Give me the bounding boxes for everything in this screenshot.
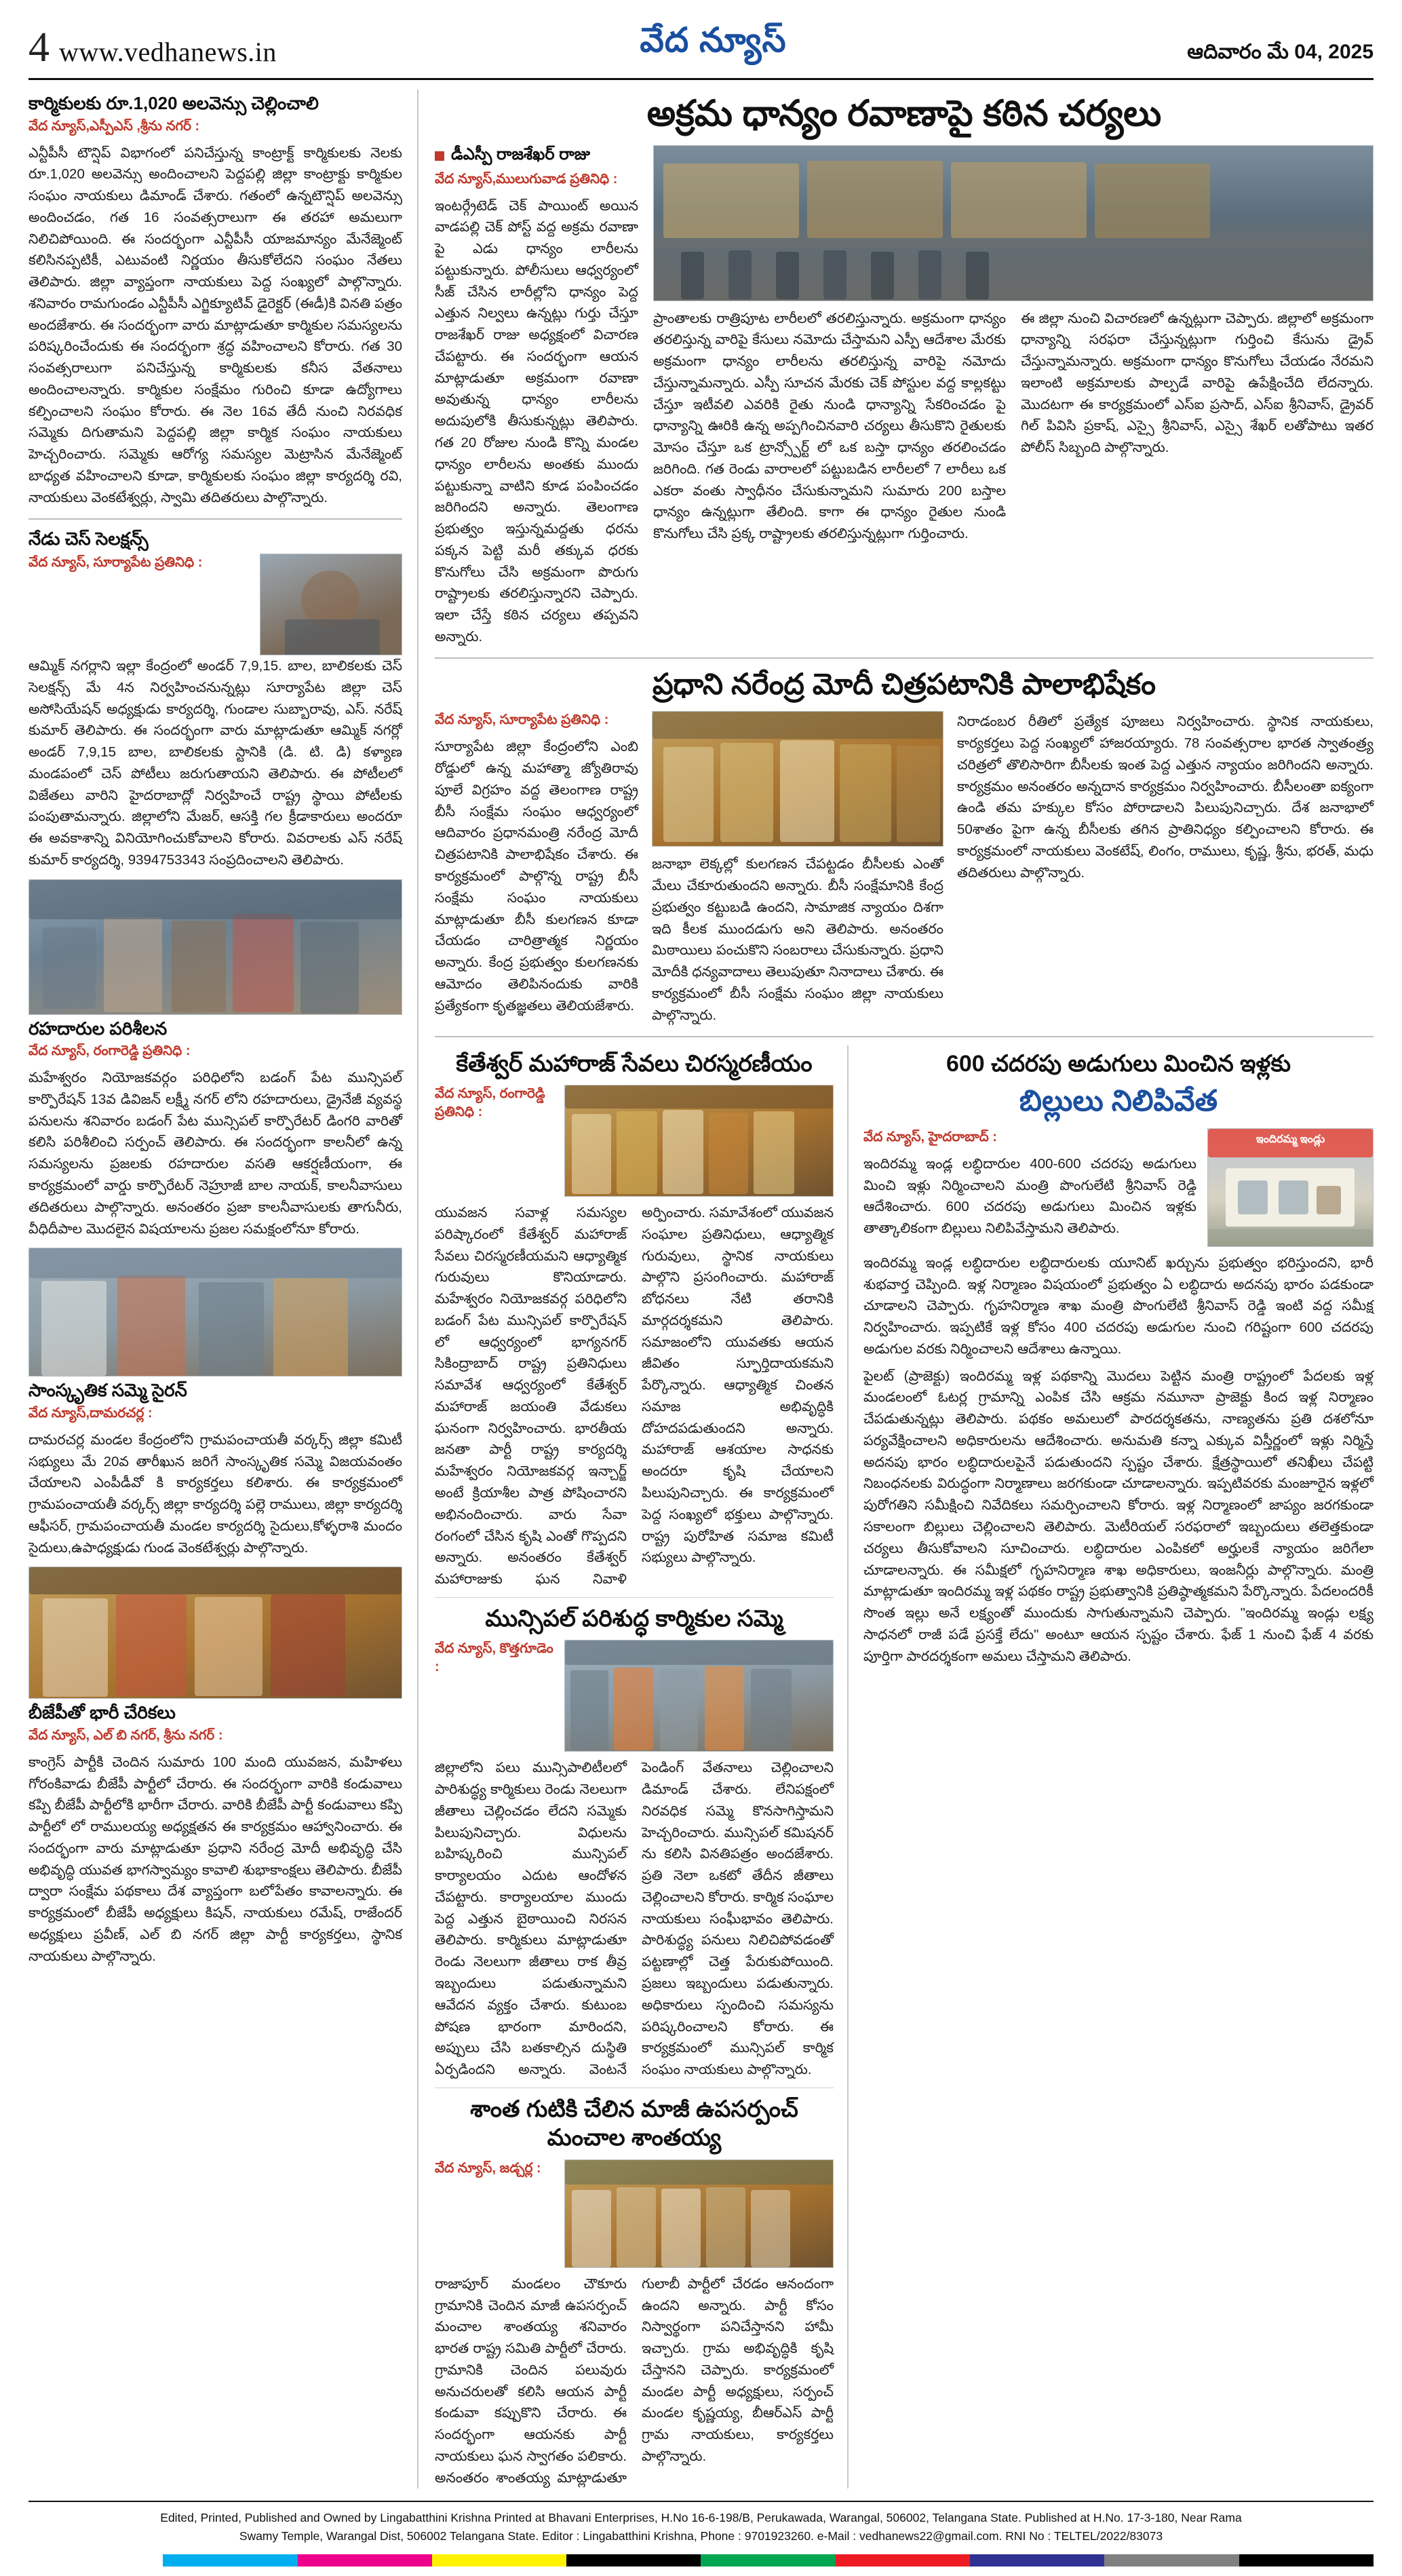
bottom-col-b bbox=[849, 1045, 1374, 2489]
color-swatch bbox=[432, 2554, 566, 2567]
color-swatch bbox=[1239, 2554, 1374, 2567]
chess-organizer-portrait bbox=[260, 554, 402, 655]
ketheshwar-headline: కేతేశ్వర్ మహారాజ్ సేవలు చిరస్మరణీయం bbox=[456, 1050, 813, 1077]
brs-leaders-group-photo bbox=[564, 2159, 834, 2268]
lead-officer-name: డీఎస్పీ రాజశేఖర్ రాజు bbox=[451, 145, 590, 164]
left-column bbox=[28, 90, 418, 2488]
masthead-center bbox=[277, 20, 1150, 69]
modi-col-1: సూర్యాపేట జిల్లా కేంద్రంలోని ఎంబి రోడ్డులో ఉన్న మహాత్మా జ్యోతిరావు పూలే విగ్రహం వద్ద తెలంగాణ రాష్ట్ర బీసీ సంక్షేమ సంఘం ఆధ్వర్యంలో ఆదివారం ప్రధానమంత్రి నరేంద్ర మోదీ చిత్రపటానికి పాలాభిషేకం చేశారు. ఈ కార్యక్రమంలో పాల్గొన్న రాష్ట్ర బీసీ సంక్షేమ సంఘం నాయకులు మాట్లాడుతూ బీసీ కులగణన కూడా చేయడం చారిత్రాత్మక నిర్ణయం అన్నారు. కేంద్ర ప్రభుత్వం కులగణనకు ఆమోదం తెలిపినందుకు వారికి ప్రత్యేకంగా కృతజ్ఞతలు తెలియజేశారు. bbox=[435, 739, 638, 1014]
house-photo-label: ఇందిరమ్మ ఇండ్లు bbox=[1255, 1133, 1325, 1145]
article-byline-allowance: వేద న్యూస్,ఎస్పీఎస్ ,శ్రీను నగర్ : bbox=[28, 118, 200, 134]
sarpanch-byline: వేద న్యూస్, జడ్చర్ల : bbox=[435, 2160, 541, 2176]
divider bbox=[435, 1597, 834, 1598]
strike-headline: మున్సిపల్ పరిశుద్ధ కార్మికుల సమ్మె bbox=[485, 1605, 783, 1632]
right-side bbox=[418, 90, 1374, 2488]
masthead-left bbox=[28, 26, 277, 69]
article-byline-chess: వేద న్యూస్, సూర్యాపేట ప్రతినిధి : bbox=[28, 555, 203, 571]
bills-body-p2: ఇందిరమ్మ ఇండ్ల లబ్ధిదారుల లబ్ధిదారులకు యూనిట్ ఖర్చును ప్రభుత్వం భరిస్తుందని, భారీ శుభవార్త చెప్పింది. ఇళ్ల నిర్మాణం విషయంలో ప్రభుత్వం ఏ లబ్ధిదారు అదనపు భారం పడకుండా చూడాలని చెప్పారు. గృహనిర్మాణ శాఖ మంత్రి పొంగులేటి శ్రీనివాస్ రెడ్డి ఇంటి వద్ద సమీక్ష నిర్వహించారు. ఇప్పటికే ఇళ్ల కోసం 400 చదరపు అడుగుల నుంచి గరిష్టంగా 600 చదరపు అడుగుల వరకు నిర్మించాలని ఆదేశాలు ఉన్నాయి. bbox=[863, 1254, 1374, 1357]
bills-byline: వేద న్యూస్, హైదరాబాద్ : bbox=[863, 1129, 997, 1145]
seized-trucks-photo bbox=[653, 145, 1374, 301]
color-swatch bbox=[28, 2554, 163, 2567]
divider bbox=[435, 657, 1374, 659]
strike-body: జిల్లాలోని పలు మున్సిపాలిటీలలో పారిశుద్ధ్య కార్మికులు రెండు నెలలుగా జీతాలు చెల్లించడం లేదని సమ్మెకు పిలుపునిచ్చారు. విధులను బహిష్కరించి మున్సిపల్ కార్యాలయం ఎదుట ఆందోళన చేపట్టారు. కార్యాలయాల ముందు పెద్ద ఎత్తున బైఠాయించి నిరసన తెలిపారు. కార్మికులు మాట్లాడుతూ రెండు నెలలుగా జీతాలు రాక తీవ్ర ఇబ్బందులు పడుతున్నామని ఆవేదన వ్యక్తం చేశారు. కుటుంబ పోషణ భారంగా మారిందని, అప్పులు చేసి బతకాల్సిన దుస్థితి ఏర్పడిందని అన్నారు. వెంటనే పెండింగ్ వేతనాలు చెల్లించాలని డిమాండ్ చేశారు. లేనిపక్షంలో నిరవధిక సమ్మె కొనసాగిస్తామని హెచ్చరించారు. మున్సిపల్ కమిషనర్ ను కలిసి వినతిపత్రం అందజేశారు. ప్రతి నెలా ఒకటో తేదీన జీతాలు చెల్లించాలని కోరారు. కార్మిక సంఘాల నాయకులు సంఘీభావం తెలిపారు. పారిశుద్ధ్య పనులు నిలిచిపోవడంతో పట్టణాల్లో చెత్త పేరుకుపోయింది. ప్రజలు ఇబ్బందులు పడుతున్నారు. అధికారులు స్పందించి సమస్యను పరిష్కరించాలని కోరారు. ఈ కార్యక్రమంలో మున్సిపల్ కార్మిక సంఘం నాయకులు పాల్గొన్నారు. bbox=[435, 1760, 834, 2078]
lead-col-1: ఇంటర్గ్రేటెడ్ చెక్ పాయింట్ అయిన వాడపల్లి చెక్ పోస్ట్ వద్ద అక్రమ రవాణా పై ఎడు ధాన్యం లారీలను పట్టుకున్నారు. పోలీసులు ఆధ్వర్యంలో సీజ్ చేసిన లారీల్లోని ధాన్యం పెద్ద ఎత్తున నిల్వలు ఉన్నట్లు గుర్తు చేస్తూ రాజశేఖర్ రాజు అధ్యక్షంలో విచారణ చేపట్టారు. ఈ సందర్భంగా ఆయన మాట్లాడుతూ అక్రమంగా రవాణా అవుతున్న ధాన్యం లారీలను అదుపులోకి తీసుకున్నట్లు తెలిపారు. గత 20 రోజుల నుండి కొన్ని మండల ధాన్యం లారీలను అంతకు ముందు పట్టుకున్నా వాటిని కూడ పంపించడం జరిగిందని అన్నారు. తెలంగాణ ప్రభుత్వం ఇస్తున్నమద్దతు ధరను పక్కన పెట్టి మరీ తక్కువ ధరకు కొనుగోలు చేసి అక్రమంగా పొరుగు రాష్ట్రాలకు తరలిస్తున్నారని చెప్పారు. ఇలా చేస్తే కఠిన చర్యలు తప్పవని అన్నారు. bbox=[435, 197, 638, 645]
page-content bbox=[28, 80, 1374, 2488]
handover-ceremony-photo bbox=[28, 1248, 402, 1377]
lead-col-2: ప్రాంతాలకు రాత్రిపూట లారీలలో తరలిస్తున్నారు. అక్రమంగా ధాన్యం తరలిస్తున్న వారిపై కేసులు నమోదు చేస్తామని ఎస్పీ ఆదేశాల మేరకు అక్రమంగా ధాన్యం లారీలను తరలిస్తున్న వారిపై నమోదు చేస్తున్నామన్నారు. ఎస్పీ సూచన మేరకు చెక్ పోస్టుల వద్ద కాల్లకట్టు చేస్తూ ఇటీవలి ఎవరికి రైతు నుండి ధాన్యాన్ని సేకరించడం పై ధాన్యాన్ని ఊరికి ఉన్న అప్పగించినవారి చర్యలు తీసుకొని రైతులకు మోసం చేస్తూ ఒక ట్రాన్స్పోర్ట్ లో ఒక బస్తా ధాన్యం తరలించడం జరిగింది. గత రెండు వారాలలో పట్టుబడిన లారీలలో 7 లారీలు ఒక ఎకరా వంతు స్వాధీనం చేసుకున్నామని సుమారు 200 బస్తాల ధాన్యం ఉన్నట్లుగా తేలింది. కాగా ఈ ధాన్యం రైతుల నుండి కొనుగోలు చేసి ప్రక్క రాష్ట్రాలకు తరలిస్తున్నట్లుగా గుర్తించారు. bbox=[653, 310, 1006, 542]
community-meeting-photo bbox=[28, 879, 402, 1015]
color-swatch bbox=[566, 2554, 701, 2567]
modi-col-2: జనాభా లెక్కల్లో కులగణన చేపట్టడం బీసీలకు ఎంతో మేలు చేకూరుతుందని అన్నారు. బీసీ సంక్షేమానికి కేంద్ర ప్రభుత్వం కట్టుబడి ఉందని, సామాజిక న్యాయం దిశగా ఇది కీలక ముందడుగు అని తెలిపారు. అనంతరం మిఠాయిలు పంచుకొని సంబరాలు చేసుకున్నారు. ప్రధాని మోదీకి ధన్యవాదాలు తెలుపుతూ నినాదాలు చేశారు. ఈ కార్యక్రమంలో బీసీ సంక్షేమ సంఘం జిల్లా నాయకులు పాల్గొన్నారు. bbox=[652, 856, 943, 1023]
sarpanch-body: రాజాపూర్ మండలం చౌకూరు గ్రామానికి చెందిన మాజీ ఉపసర్పంచ్ మంచాల శాంతయ్య శనివారం భారత రాష్ట్ర సమితి పార్టీలో చేరారు. గ్రామానికి చెందిన పలువురు అనుచరులతో కలిసి ఆయన పార్టీ కండువా కప్పుకొని చేరారు. ఈ సందర్భంగా ఆయనకు పార్టీ నాయకులు ఘన స్వాగతం పలికారు. అనంతరం శాంతయ్య మాట్లాడుతూ గులాబీ పార్టీలో చేరడం ఆనందంగా ఉందని అన్నారు. పార్టీ కోసం నిస్వార్థంగా పనిచేస్తానని హామీ ఇచ్చారు. గ్రామ అభివృద్ధికి కృషి చేస్తానని చెప్పారు. కార్యక్రమంలో మండల పార్టీ అధ్యక్షులు, సర్పంచ్ మండల కృష్ణయ్య, బీఆర్ఎస్ పార్టీ గ్రామ నాయకులు, కార్యకర్తలు పాల్గొన్నారు. bbox=[435, 2275, 834, 2486]
bills-headline-big: బిల్లులు నిలిపివేత bbox=[1019, 1085, 1218, 1118]
ketheshwar-body: యువజన సవాళ్ల సమస్యల పరిష్కారంలో కేతేశ్వర్ మహారాజ్ సేవలు చిరస్మరణీయమని ఆధ్యాత్మిక గురువులు కొనియాడారు. మహేశ్వరం నియోజకవర్గ పరిధిలోని బడంగ్ పేట మున్సిపల్ కార్పొరేషన్ లో ఆధ్వర్యంలో భాగ్యనగర్ సికింద్రాబాద్ రాష్ట్ర ప్రతినిధులు సమావేశ ఆధ్వర్యంలో కేతేశ్వర్ మహారాజ్ జయంతి వేడుకలు ఘనంగా నిర్వహించారు. భారతీయ జనతా పార్టీ రాష్ట్ర కార్యదర్శి మహేశ్వరం నియోజకవర్గ ఇన్చార్జ్ అంటే క్రియాశీల పాత్ర పోషించారని అభినందించారు. వారు సేవా రంగంలో చేసిన కృషి ఎంతో గొప్పదని అన్నారు. అనంతరం కేతేశ్వర్ మహారాజుకు ఘన నివాళి అర్పించారు. సమావేశంలో యువజన సంఘాల ప్రతినిధులు, ఆధ్యాత్మిక గురువులు, స్థానిక నాయకులు పాల్గొని ప్రసంగించారు. మహారాజ్ బోధనలు నేటి తరానికి మార్గదర్శకమని తెలిపారు. సమాజంలోని యువతకు ఆయన జీవితం స్ఫూర్తిదాయకమని పేర్కొన్నారు. ఆధ్యాత్మిక చింతన సమాజ అభివృద్ధికి దోహదపడుతుందని అన్నారు. మహారాజ్ ఆశయాల సాధనకు అందరూ కృషి చేయాలని పిలుపునిచ్చారు. ఈ కార్యక్రమంలో పెద్ద సంఖ్యలో భక్తులు పాల్గొన్నారు. రాష్ట్ర పురోహిత సమాజ కమిటీ సభ్యులు పాల్గొన్నారు. bbox=[435, 1205, 834, 1588]
newspaper-logo: వేద న్యూస్ bbox=[640, 21, 787, 59]
lead-col-3: ఈ జిల్లా నుంచి విచారణలో ఉన్నట్లుగా చెప్పారు. జిల్లాలో అక్రమంగా ధాన్యాన్ని సరఫరా చేస్తున్నట్లుగా గుర్తించి కేసును డ్రైవ్ చేస్తున్నామన్నారు. అక్రమంగా ధాన్యం కొనుగోలు చేయడం నేరమని ఇలాంటి అక్రమాలకు పాల్పడే వారిపై ఉపేక్షించేది లేదన్నారు. మొదటగా ఈ కార్యక్రమంలో ఎస్ఐ ప్రసాద్, ఎస్ఐ శ్రీనివాస్, డ్రైవర్ గిల్ పివిసి ప్రకాష్, ఎస్సై శ్రీనివాస్, ఎస్సై శేఖర్ లతోపాటు ఇతర పోలీస్ సిబ్బంది పాల్గొన్నారు. bbox=[1021, 310, 1374, 456]
color-swatch bbox=[1104, 2554, 1239, 2567]
article-headline-roads: రహదారుల పరిశీలన bbox=[28, 1018, 168, 1039]
bottom-grid bbox=[435, 1045, 1374, 2489]
color-swatch bbox=[970, 2554, 1104, 2567]
page-number: 4 bbox=[28, 24, 50, 71]
footer-line-1: Edited, Printed, Published and Owned by Lingabatthini Krishna Printed at Bhavani Enterprises, H.No 16-6-198/B, Perukawada, Warangal, 506002, Telangana State. Published at H.No. 17-3-180, Near Rama bbox=[160, 2511, 1242, 2525]
color-swatch bbox=[701, 2554, 835, 2567]
article-headline-siren: సాంస్కృతిక సమ్మె సైరన్ bbox=[28, 1380, 187, 1401]
bottom-col-a bbox=[435, 1045, 849, 2489]
article-body-chess: ఆమ్మిక్ నగర్లాని ఇల్లా కేంద్రంలో అండర్ 7,9,15. బాల, బాలికలకు చెస్ సెలక్షన్స్ మే 4న నిర్వహించనున్నట్లు సూర్యాపేట జిల్లా చెస్ అసోసియేషన్ అధ్యక్షుడు కార్యదర్శి, గుండాల సుబ్బారావు, ఎస్. నరేష్ కుమార్ తెలిపారు. ఈ సందర్భంగా వారు మాట్లాడుతూ ఆమ్మిక్ నగర్లో అండర్ 7,9,15 బాల, బాలికలకు స్టానికి (డి. టి. డి) కళ్యాణ మండపంలో చెస్ పోటీలు జరుగుతాయని తెలిపారు. ఈ పోటీలలో విజేతలు వారిని హైదరాబాద్లో నిర్వహించే రాష్ట్ర స్థాయి పోటీలకు పంపుతామన్నారు. జిల్లాలోని మేజర్, ఆసక్తి గల క్రీడాకారులు అందరూ ఈ అవకాశాన్ని వినియోగించుకోవాలని కోరారు. వివరాలకు ఎస్ నరేష్ కుమార్ కార్యదర్శి, 9394753343 సంప్రదించాలని తెలిపారు. bbox=[28, 658, 402, 868]
color-registration-bar bbox=[28, 2554, 1374, 2567]
divider bbox=[435, 1036, 1374, 1037]
bullet-square-icon bbox=[435, 151, 444, 161]
modi-col-3: నిరాడంబర రీతిలో ప్రత్యేక పూజలు నిర్వహించారు. స్థానిక నాయకులు, కార్యకర్తలు పెద్ద సంఖ్యలో హాజరయ్యారు. 78 సంవత్సరాల భారత స్వాతంత్ర్య చరిత్రలో తొలిసారిగా బీసీలకు ఇంత పెద్ద ఎత్తున న్యాయం జరిగిందని అన్నారు. కార్యక్రమం అనంతరం అన్నదాన కార్యక్రమం నిర్వహించారు. బీసీలంతా ఐక్యంగా ఉండి తమ హక్కుల కోసం పోరాడాలని పిలుపునిచ్చారు. దేశ జనాభాలో 50శాతం పైగా ఉన్న బీసీలకు తగిన ప్రాతినిధ్యం కల్పించాలని కోరారు. ఈ కార్యక్రమంలో నాయకులు వెంకటేష్, లింగం, రాములు, కృష్ణ, శ్రీను, భరత్, మధు తదితరులు పాల్గొన్నారు. bbox=[957, 714, 1374, 881]
felicitation-saints-photo bbox=[564, 1085, 834, 1197]
article-byline-siren: వేద న్యూస్,దామరచర్ల : bbox=[28, 1405, 153, 1421]
divider bbox=[28, 518, 402, 520]
article-body-roads: మహేశ్వరం నియోజకవర్గం పరిధిలోని బడంగ్ పేట మున్సిపల్ కార్పొరేషన్ 13వ డివిజన్ లక్ష్మీ నగర్ లోని రహదారులు, డ్రైనేజీ వ్యవస్థ పనులను శనివారం బడంగ్ పేట మున్సిపల్ కార్పొరేటర్ డింగరి వారితో కలిసి పరిశీలించి సర్పంచ్ తెలిపారు. ఈ సందర్భంగా కాలనీలో ఉన్న సమస్యలను ప్రజలకు రహదారుల వసతి ఆకర్షణీయంగా, ఈ కార్యక్రమంలో వార్డు కార్పొరేటర్ నెహ్రూజీ బాల నాయక్, కాలనీవాసులు తదితరులు పాల్గొన్నారు. అనంతరం ప్రజా కాలనీవాసులకు తాగునీరు, వీధిదీపాల మొదలైన విషయాలను ప్రజల సమక్షంలోనూ కోరారు. bbox=[28, 1070, 402, 1237]
color-swatch bbox=[163, 2554, 297, 2567]
article-byline-bjp: వేద న్యూస్, ఎల్ బి నగర్, శ్రీను నగర్ : bbox=[28, 1727, 223, 1743]
article-headline-allowance: కార్మికులకు రూ.1,020 అలవెన్సు చెల్లించాలి bbox=[28, 93, 319, 113]
lead-bullet-byline bbox=[435, 145, 638, 168]
article-headline-bjp: బీజేపీతో భారీ చేరికలు bbox=[28, 1702, 176, 1723]
indiramma-indlu-house-photo bbox=[1207, 1128, 1374, 1247]
color-swatch bbox=[836, 2554, 970, 2567]
footer bbox=[28, 2501, 1374, 2549]
bills-body-p3: పైలట్ (ప్రాజెక్టు) ఇందిరమ్మ ఇళ్ల పథకాన్ని మొదలు పెట్టిన మంత్రి రాష్ట్రంలో పేదలకు ఇళ్ల మండలంలో ఓటర్ల గ్రామాన్ని ఎంపిక చేసి ఆక్రమ నమూనా ప్రాజెక్టు కింద ఇళ్ల నిర్మాణం చేపడుతున్నట్లు తెలిపారు. పథకం అమలులో పారదర్శకతను, నాణ్యతను ప్రతి దశలోనూ పర్యవేక్షించాలని అధికారులను ఆదేశించారు. అనుమతి కన్నా ఎక్కువ విస్తీర్ణంలో ఇళ్లు నిర్మిస్తే అదనపు భారం లబ్ధిదారులపైనే పడుతుందని స్పష్టం చేశారు. క్షేత్రస్థాయిలో తనిఖీలు చేపట్టి నిబంధనలకు విరుద్ధంగా నిర్మాణాలు జరగకుండా చూడాలన్నారు. ఇప్పటివరకు మంజూరైన ఇళ్లలో పురోగతిని సమీక్షించి నివేదికలు సమర్పించాలని కోరారు. ఇళ్ల నిర్మాణంలో జాప్యం జరగకుండా సకాలంగా బిల్లులు చెల్లించాలని తెలిపారు. మెటీరియల్ సరఫరాలో ఇబ్బందులు తలెత్తకుండా చర్యలు తీసుకోవాలని సూచించారు. లబ్ధిదారుల ఎంపికలో అర్హులకే న్యాయం జరిగేలా చూడాలన్నారు. ఈ సమీక్షలో గృహనిర్మాణ శాఖ అధికారులు, ఇంజనీర్లు పాల్గొన్నారు. మంత్రి మాట్లాడుతూ ఇందిరమ్మ ఇళ్ల పథకం రాష్ట్ర ప్రభుత్వానికి ప్రతిష్ఠాత్మకమని పేర్కొన్నారు. పేదలందరికీ సొంత ఇల్లు అనే లక్ష్యంతో ముందుకు సాగుతున్నామని చెప్పారు. "ఇందిరమ్మ ఇండ్లు లక్ష్య సాధనలో రాజీ పడే ప్రసక్తే లేదు" అంటూ ఆయన స్పష్టం చేశారు. ఫేజ్ 1 నుంచి ఫేజ్ 4 వరకు పూర్తిగా పారదర్శకంగా అమలు చేస్తామని తెలిపారు. bbox=[863, 1368, 1374, 1664]
sanitation-workers-protest-photo bbox=[564, 1640, 834, 1752]
modi-headline: ప్రధాని నరేంద్ర మోదీ చిత్రపటానికి పాలాభిషేకం bbox=[652, 668, 1156, 701]
article-body-siren: దామరచర్ల మండల కేంద్రంలోని గ్రామపంచాయతీ వర్కర్స్ జిల్లా కమిటీ సభ్యులు మే 20వ తారీఖున జరిగే సాంస్కృతిక సమ్మె విజయవంతం చేయాలని ఎంపీడీవో కి కార్యకర్తలు కలిశారు. ఈ కార్యక్రమంలో గ్రామపంచాయతీ వర్కర్స్ జిల్లా కార్యదర్శి పల్లె రాములు, జిల్లా కార్యదర్శి ఆఫీసర్, గ్రామపంచాయతీ మండల కార్యదర్శి సైదులు,కోళ్ళరాశి మందం సైదులు,ఉపాధ్యక్షుడు గుండ వెంకటేశ్వర్లు పాల్గొన్నారు. bbox=[28, 1431, 402, 1556]
political-joining-photo bbox=[28, 1566, 402, 1699]
modi-portrait-milk-offering-photo bbox=[652, 711, 943, 847]
bills-body-p1: ఇందిరమ్మ ఇండ్ల లబ్ధిదారుల 400-600 చదరపు అడుగులు మించి ఇళ్లు నిర్మించాలని మంత్రి పొంగులేటి శ్రీనివాస్ రెడ్డి ఆదేశించారు. 600 చదరపు అడుగులు మించిన ఇళ్లకు తాత్కాలికంగా బిల్లులు నిలిపివేస్తామని తెలిపారు. bbox=[863, 1155, 1196, 1237]
footer-line-2: Swamy Temple, Warangal Dist, 506002 Telangana State. Editor : Lingabatthini Krishna, Phone : 9701923260. e-Mail : vedhanews22@gmail.com. RNI No : TELTEL/2022/83073 bbox=[239, 2529, 1163, 2543]
ketheshwar-byline: వేద న్యూస్, రంగారెడ్డి ప్రతినిధి : bbox=[435, 1086, 545, 1120]
article-headline-chess: నేడు చెస్ సెలక్షన్స్ bbox=[28, 528, 149, 549]
strike-byline: వేద న్యూస్, కొత్తగూడెం : bbox=[435, 1641, 553, 1675]
lead-byline: వేద న్యూస్,ములుగువాడ ప్రతినిధి : bbox=[435, 171, 618, 187]
issue-date: ఆదివారం మే 04, 2025 bbox=[1187, 41, 1374, 63]
website-url[interactable]: www.vedhanews.in bbox=[59, 37, 277, 67]
bills-headline-small: 600 చదరపు అడుగులు మించిన ఇళ్లకు bbox=[946, 1050, 1291, 1077]
article-body-bjp: కాంగ్రెస్ పార్టీకి చెందిన సుమారు 100 మంది యువజన, మహిళలు గోరంకివాడు బీజేపీ పార్టీలో చేరారు. ఈ సందర్భంగా వారికి కండువాలు కప్పి బీజేపీ పార్టీలోకి భారీగా చేరారు. వారికి బీజేపీ పార్టీ కండువాలు కప్పి పార్టీలో లో రాములయ్య అధ్యక్షతన ఈ కార్యక్రమం ఆహ్వానించారు. ఈ సందర్భంగా వారు మాట్లాడుతూ ప్రధాని నరేంద్ర మోదీ అభివృద్ధి చేసి అభివృద్ధి యువత భాగస్వామ్యం కావాలి శుభాకాంక్షలు తెలిపారు. బీజేపీ ద్వారా సంక్షేమ పథకాలు దేశ వ్యాప్తంగా బలోపేతం కావాలన్నారు. ఈ కార్యక్రమంలో బీజేపీ అధ్యక్షులు కిషన్, నాయకులు రమేష్, రాజేందర్ అధ్యక్షులు ప్రవీణ్, ఎల్ బి నగర్ జిల్లా పార్టీ కార్యకర్తలు, స్థానిక నాయకులు పాల్గొన్నారు. bbox=[28, 1754, 402, 1964]
article-body-allowance: ఎన్టీపీసీ టౌన్షిప్ విభాగంలో పనిచేస్తున్న కాంట్రాక్ట్ కార్మికులకు నెలకు రూ.1,020 అలవెన్సు అందించాలని పెద్దపల్లి జిల్లా కాంట్రాక్టు కార్మికుల సంఘం నాయకులు డిమాండ్ చేశారు. గతంలో ఉన్నటౌన్షిప్ అలవెన్సు అందించడం, గత 16 సంవత్సరాలుగా ఈ తరహా అమలుగా నిలిచిపోయింది. ఈ సందర్భంగా ఎన్టీపీసీ యాజమాన్యం మేనేజ్మెంట్ కలిసినప్పటికీ, ఎటువంటి నిర్ణయం తీసుకోలేదని సంఘం నేతలు తెలిపారు. జిల్లా వ్యాప్తంగా నాయకులు పెద్ద సంఖ్యలో పాల్గొన్నారు. శనివారం రామగుండం ఎన్టీపీసీ ఎగ్జిక్యూటివ్ డైరెక్టర్ (ఈడీ)కి వినతి పత్రం అందజేశారు. ఈ సందర్భంగా వారు మాట్లాడుతూ కార్మికుల సమస్యలను పరిష్కరించేందుకు ఈ సందర్భంగా శ్రద్ధ వహించాలని కోరారు. గత 30 సంవత్సరాలుగా పనిచేస్తున్న కార్మికులకు కనీస వేతనాలు అందించాలన్నారు. కార్మికుల సంక్షేమం గురించి కూడా ఉద్యోగాలు కల్పించాలని సంఘం కోరారు. ఈ నెల 16వ తేదీ నుంచి నిరవధిక సమ్మెకు దిగుతామని పెద్దపల్లి జిల్లా కార్మిక సంఘం నాయకులు హెచ్చరించారు. సమ్మెకు ఆరోగ్య సమస్యల మెట్రాసిన మేనేజ్మెంట్ బాధ్యత వహించాలని కూడా, కార్మికులకు సంఘం జిల్లా కార్యదర్శి రవి, నాయకులు వెంకటేశ్వర్లు, స్వామి తదితరులు పాల్గొన్నారు. bbox=[28, 145, 402, 505]
lead-headline: అక్రమ ధాన్యం రవాణాపై కఠిన చర్యలు bbox=[646, 94, 1162, 134]
masthead bbox=[28, 20, 1374, 80]
color-swatch bbox=[298, 2554, 432, 2567]
article-byline-roads: వేద న్యూస్, రంగారెడ్డి ప్రతినిధి : bbox=[28, 1043, 191, 1059]
modi-byline: వేద న్యూస్, సూర్యాపేట ప్రతినిధి : bbox=[435, 712, 609, 728]
sarpanch-headline: శాంత గుటికి చేలిన మాజీ ఉపసర్పంచ్ మంచాల శాంతయ్య bbox=[470, 2096, 798, 2151]
